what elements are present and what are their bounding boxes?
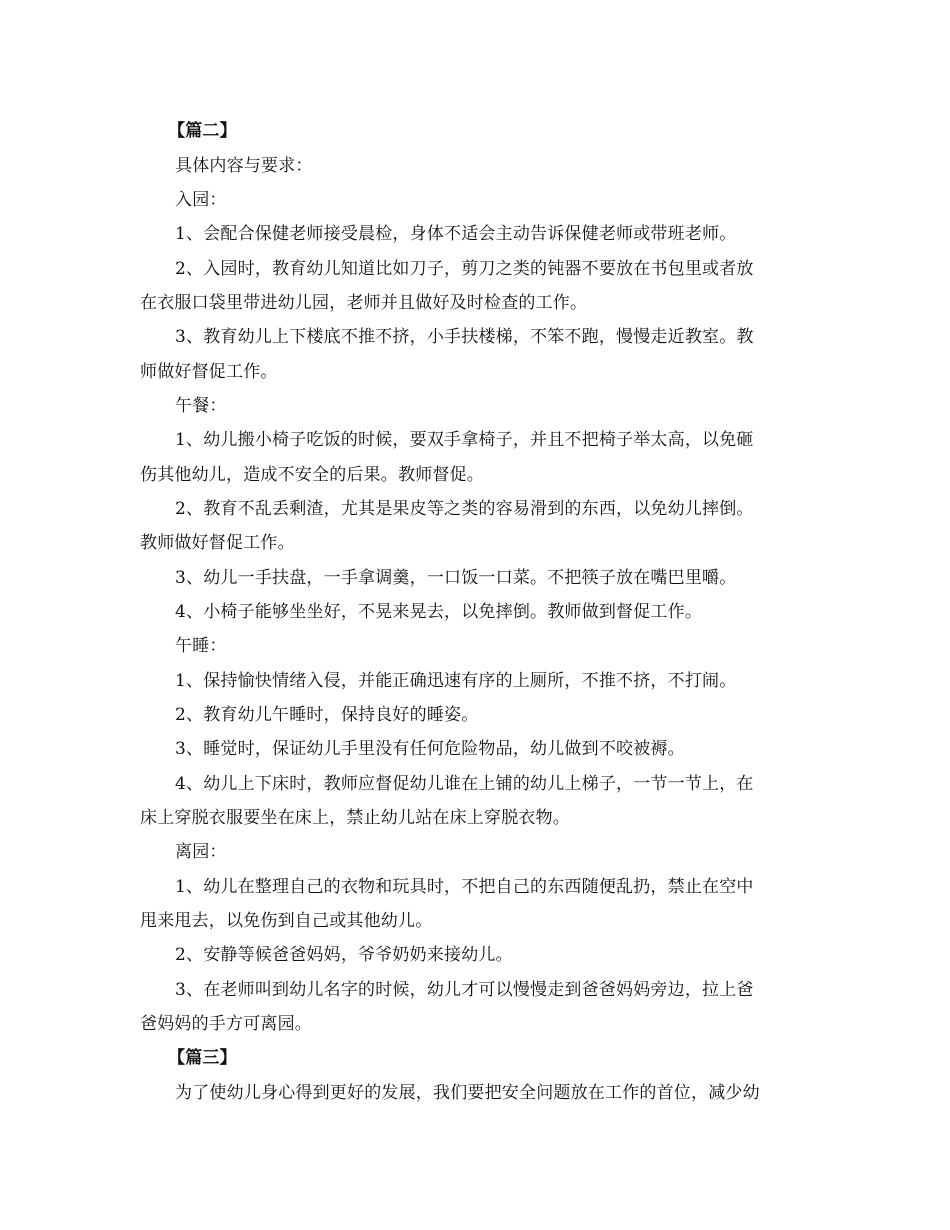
section2-heading: 【篇二】 (168, 121, 237, 141)
entry-title: 入园： (175, 190, 227, 210)
lunch-item-3: 3、幼儿一手扶盘，一手拿调羹，一口饭一口菜。不把筷子放在嘴巴里嚼。 (175, 568, 737, 588)
leave-item-3-line-1: 3、在老师叫到幼儿名字的时候，幼儿才可以慢慢走到爸爸妈妈旁边，拉上爸 (175, 980, 754, 1000)
entry-item-1: 1、会配合保健老师接受晨检，身体不适会主动告诉保健老师或带班老师。 (175, 224, 737, 244)
nap-title: 午睡： (175, 636, 227, 656)
entry-item-3-line-2: 师做好督促工作。 (140, 362, 278, 382)
leave-item-2: 2、安静等候爸爸妈妈，爷爷奶奶来接幼儿。 (175, 945, 513, 965)
entry-item-2-line-1: 2、入园时，教育幼儿知道比如刀子，剪刀之类的钝器不要放在书包里或者放 (175, 259, 754, 279)
lunch-item-4: 4、小椅子能够坐坐好，不晃来晃去，以免摔倒。教师做到督促工作。 (175, 602, 703, 622)
leave-item-1-line-1: 1、幼儿在整理自己的衣物和玩具时，不把自己的东西随便乱扔，禁止在空中 (175, 877, 754, 897)
nap-item-1: 1、保持愉快情绪入侵，并能正确迅速有序的上厕所，不推不挤，不打闹。 (175, 671, 737, 691)
lunch-item-2-line-2: 教师做好督促工作。 (140, 533, 295, 553)
intro-text: 具体内容与要求： (175, 156, 313, 176)
lunch-title: 午餐： (175, 396, 227, 416)
nap-item-4-line-1: 4、幼儿上下床时，教师应督促幼儿谁在上铺的幼儿上梯子，一节一节上，在 (175, 774, 754, 794)
section3-text: 为了使幼儿身心得到更好的发展，我们要把安全问题放在工作的首位，减少幼 (175, 1083, 760, 1103)
leave-item-3-line-2: 爸妈妈的手方可离园。 (140, 1014, 312, 1034)
section3-heading: 【篇三】 (168, 1048, 237, 1068)
leave-title: 离园： (175, 842, 227, 862)
nap-item-3: 3、睡觉时，保证幼儿手里没有任何危险物品，幼儿做到不咬被褥。 (175, 739, 685, 759)
entry-item-2-line-2: 在衣服口袋里带进幼儿园，老师并且做好及时检查的工作。 (140, 293, 588, 313)
lunch-item-1-line-1: 1、幼儿搬小椅子吃饭的时候，要双手拿椅子，并且不把椅子举太高，以免砸 (175, 430, 754, 450)
nap-item-2: 2、教育幼儿午睡时，保持良好的睡姿。 (175, 705, 479, 725)
leave-item-1-line-2: 甩来甩去，以免伤到自己或其他幼儿。 (140, 911, 433, 931)
lunch-item-2-line-1: 2、教育不乱丢剩渣，尤其是果皮等之类的容易滑到的东西，以免幼儿摔倒。 (175, 499, 754, 519)
nap-item-4-line-2: 床上穿脱衣服要坐在床上，禁止幼儿站在床上穿脱衣物。 (140, 808, 570, 828)
lunch-item-1-line-2: 伤其他幼儿，造成不安全的后果。教师督促。 (140, 465, 484, 485)
entry-item-3-line-1: 3、教育幼儿上下楼底不推不挤，小手扶楼梯，不笨不跑，慢慢走近教室。教 (175, 327, 754, 347)
